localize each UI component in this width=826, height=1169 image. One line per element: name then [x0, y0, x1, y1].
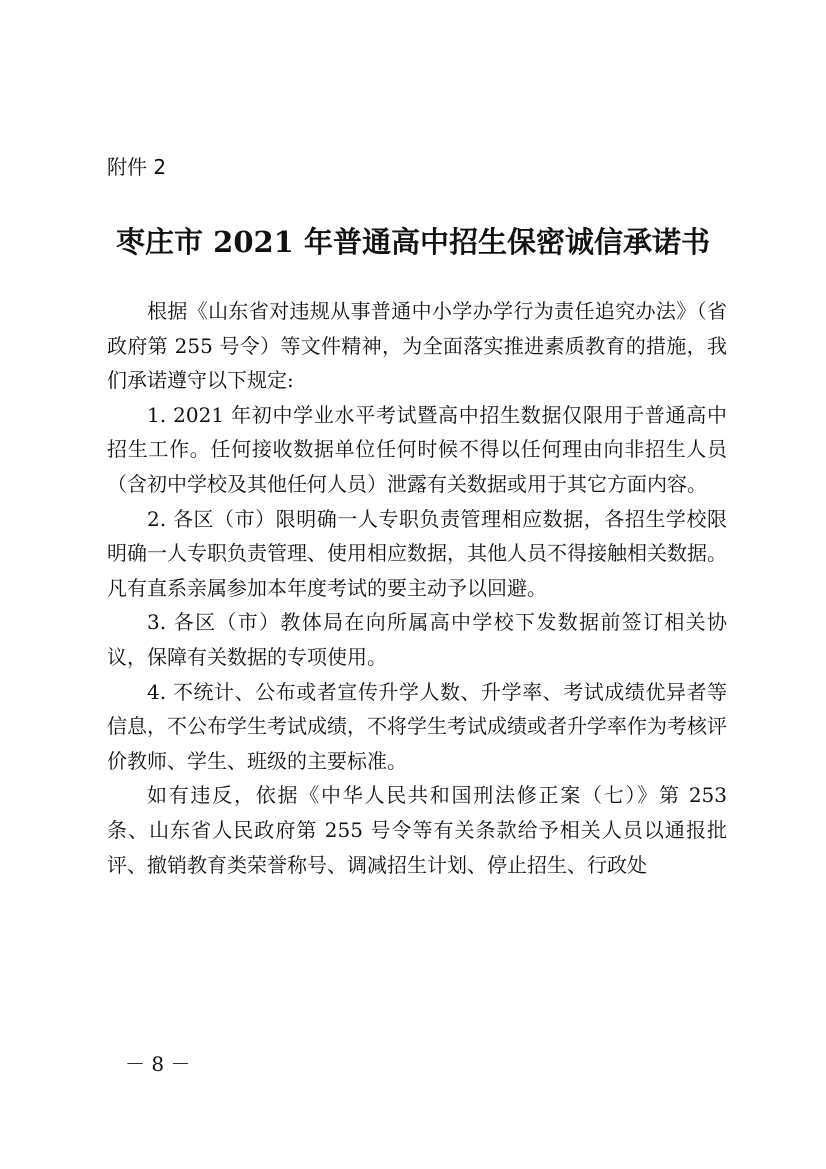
rule-item-4: 4. 不统计、公布或者宣传升学人数、升学率、考试成绩优异者等信息，不公布学生考试成绩，不将学生考试成绩或者升学率作为考核评价教师、学生、班级的主要标准。 [107, 679, 727, 773]
rule-item-2: 2. 各区（市）限明确一人专职负责管理相应数据，各招生学校限明确一人专职负责管理、使用相应数据，其他人员不得接触相关数据。凡有直系亲属参加本年度考试的要主动予以回避。 [107, 506, 727, 600]
intro-paragraph: 根据《山东省对违规从事普通中小学办学行为责任追究办法》（省政府第 255 号令）等文件精神，为全面落实推进素质教育的措施，我们承诺遵守以下规定: [107, 299, 727, 393]
rule-item-1: 1. 2021 年初中学业水平考试暨高中招生数据仅限用于普通高中招生工作。任何接收数据单位任何时候不得以任何理由向非招生人员（含初中学校及其他任何人员）泄露有关数据或用于其它方面内容。 [107, 402, 727, 496]
page-number: － 8 － [125, 1052, 191, 1076]
violation-paragraph: 如有违反，依据《中华人民共和国刑法修正案（七）》第 253 条、山东省人民政府第 255 号令等有关条款给予相关人员以通报批评、撤销教育类荣誉称号、调减招生计划、停止招生、行政处 [107, 783, 727, 877]
attachment-label: 附件 2 [107, 155, 167, 179]
document-title: 枣庄市 2021 年普通高中招生保密诚信承诺书 [116, 225, 710, 259]
document-body [107, 294, 727, 882]
rule-item-3: 3. 各区（市）教体局在向所属高中学校下发数据前签订相关协议，保障有关数据的专项使用。 [107, 610, 727, 669]
